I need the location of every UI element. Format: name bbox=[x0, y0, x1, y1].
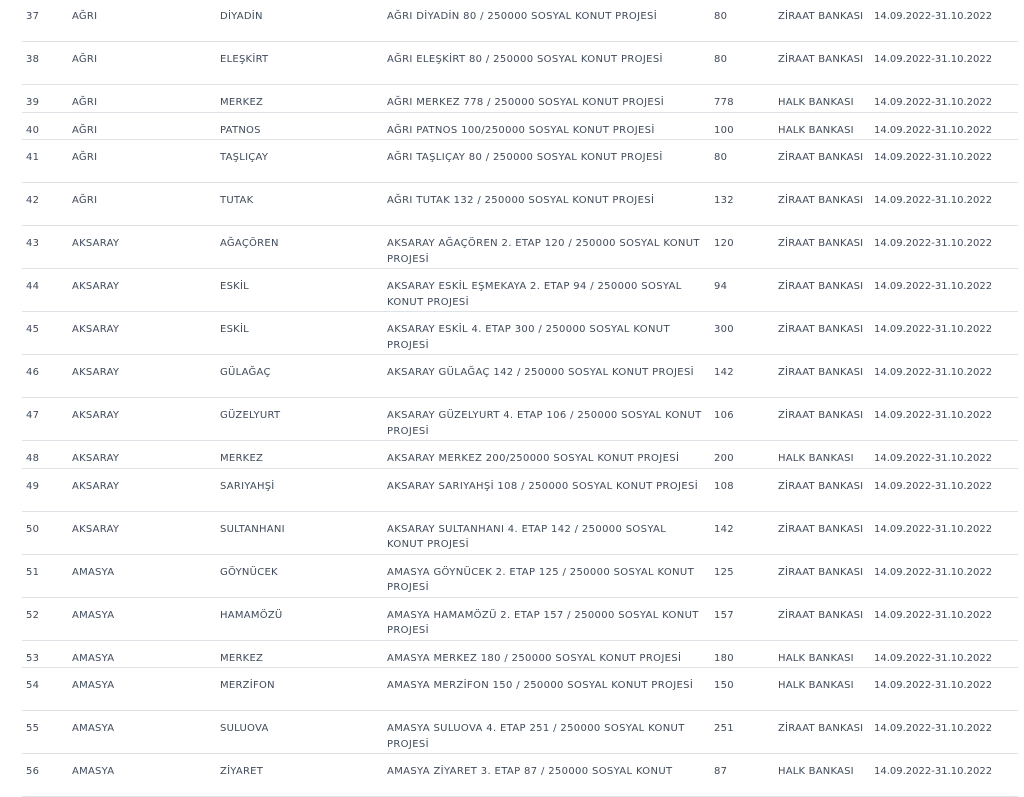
housing-project-table bbox=[22, 0, 1018, 797]
table-row bbox=[22, 269, 1018, 312]
district-cell: ELEŞKİRT bbox=[216, 42, 383, 85]
row-number: 52 bbox=[22, 597, 68, 640]
district-cell: HAMAMÖZÜ bbox=[216, 597, 383, 640]
row-number: 40 bbox=[22, 112, 68, 140]
housing-count-cell: 125 bbox=[710, 554, 774, 597]
bank-cell: HALK BANKASI bbox=[774, 640, 870, 668]
housing-count-cell: 200 bbox=[710, 441, 774, 469]
application-dates-cell: 14.09.2022-31.10.2022 bbox=[870, 468, 1018, 511]
table-row bbox=[22, 668, 1018, 711]
row-number: 53 bbox=[22, 640, 68, 668]
table-row bbox=[22, 140, 1018, 183]
district-cell: AĞAÇÖREN bbox=[216, 226, 383, 269]
province-cell: AĞRI bbox=[68, 85, 216, 113]
project-name-cell: AMASYA GÖYNÜCEK 2. ETAP 125 / 250000 SOSYAL KONUT PROJESİ bbox=[383, 554, 710, 597]
province-cell: AĞRI bbox=[68, 112, 216, 140]
row-number: 48 bbox=[22, 441, 68, 469]
row-number: 54 bbox=[22, 668, 68, 711]
province-cell: AMASYA bbox=[68, 554, 216, 597]
bank-cell: HALK BANKASI bbox=[774, 441, 870, 469]
bank-cell: ZİRAAT BANKASI bbox=[774, 511, 870, 554]
application-dates-cell: 14.09.2022-31.10.2022 bbox=[870, 85, 1018, 113]
application-dates-cell: 14.09.2022-31.10.2022 bbox=[870, 640, 1018, 668]
application-dates-cell: 14.09.2022-31.10.2022 bbox=[870, 183, 1018, 226]
housing-count-cell: 87 bbox=[710, 754, 774, 797]
province-cell: AMASYA bbox=[68, 640, 216, 668]
table-row bbox=[22, 754, 1018, 797]
district-cell: SARIYAHŞİ bbox=[216, 468, 383, 511]
bank-cell: ZİRAAT BANKASI bbox=[774, 711, 870, 754]
project-name-cell: AKSARAY SULTANHANI 4. ETAP 142 / 250000 SOSYAL KONUT PROJESİ bbox=[383, 511, 710, 554]
application-dates-cell: 14.09.2022-31.10.2022 bbox=[870, 312, 1018, 355]
project-name-cell: AKSARAY GÜZELYURT 4. ETAP 106 / 250000 SOSYAL KONUT PROJESİ bbox=[383, 398, 710, 441]
bank-cell: ZİRAAT BANKASI bbox=[774, 183, 870, 226]
bank-cell: ZİRAAT BANKASI bbox=[774, 312, 870, 355]
project-name-cell: AĞRI MERKEZ 778 / 250000 SOSYAL KONUT PROJESİ bbox=[383, 85, 710, 113]
table-row bbox=[22, 398, 1018, 441]
district-cell: TAŞLIÇAY bbox=[216, 140, 383, 183]
province-cell: AĞRI bbox=[68, 140, 216, 183]
bank-cell: ZİRAAT BANKASI bbox=[774, 140, 870, 183]
application-dates-cell: 14.09.2022-31.10.2022 bbox=[870, 226, 1018, 269]
province-cell: AMASYA bbox=[68, 668, 216, 711]
row-number: 46 bbox=[22, 355, 68, 398]
application-dates-cell: 14.09.2022-31.10.2022 bbox=[870, 269, 1018, 312]
project-name-cell: AĞRI TAŞLIÇAY 80 / 250000 SOSYAL KONUT PROJESİ bbox=[383, 140, 710, 183]
housing-count-cell: 180 bbox=[710, 640, 774, 668]
district-cell: GÖYNÜCEK bbox=[216, 554, 383, 597]
application-dates-cell: 14.09.2022-31.10.2022 bbox=[870, 0, 1018, 42]
application-dates-cell: 14.09.2022-31.10.2022 bbox=[870, 355, 1018, 398]
project-name-cell: AKSARAY ESKİL EŞMEKAYA 2. ETAP 94 / 250000 SOSYAL KONUT PROJESİ bbox=[383, 269, 710, 312]
housing-count-cell: 132 bbox=[710, 183, 774, 226]
project-name-cell: AĞRI ELEŞKİRT 80 / 250000 SOSYAL KONUT PROJESİ bbox=[383, 42, 710, 85]
bank-cell: ZİRAAT BANKASI bbox=[774, 269, 870, 312]
application-dates-cell: 14.09.2022-31.10.2022 bbox=[870, 112, 1018, 140]
application-dates-cell: 14.09.2022-31.10.2022 bbox=[870, 398, 1018, 441]
bank-cell: ZİRAAT BANKASI bbox=[774, 554, 870, 597]
row-number: 50 bbox=[22, 511, 68, 554]
district-cell: MERZİFON bbox=[216, 668, 383, 711]
table-row bbox=[22, 42, 1018, 85]
project-name-cell: AKSARAY MERKEZ 200/250000 SOSYAL KONUT PROJESİ bbox=[383, 441, 710, 469]
housing-count-cell: 150 bbox=[710, 668, 774, 711]
district-cell: ZİYARET bbox=[216, 754, 383, 797]
housing-project-table-container bbox=[22, 0, 1018, 797]
project-name-cell: AĞRI TUTAK 132 / 250000 SOSYAL KONUT PROJESİ bbox=[383, 183, 710, 226]
housing-count-cell: 142 bbox=[710, 355, 774, 398]
application-dates-cell: 14.09.2022-31.10.2022 bbox=[870, 754, 1018, 797]
district-cell: MERKEZ bbox=[216, 85, 383, 113]
row-number: 51 bbox=[22, 554, 68, 597]
project-name-cell: AĞRI DİYADİN 80 / 250000 SOSYAL KONUT PROJESİ bbox=[383, 0, 710, 42]
housing-count-cell: 157 bbox=[710, 597, 774, 640]
table-row bbox=[22, 468, 1018, 511]
application-dates-cell: 14.09.2022-31.10.2022 bbox=[870, 554, 1018, 597]
application-dates-cell: 14.09.2022-31.10.2022 bbox=[870, 597, 1018, 640]
project-name-cell: AKSARAY SARIYAHŞİ 108 / 250000 SOSYAL KONUT PROJESİ bbox=[383, 468, 710, 511]
province-cell: AKSARAY bbox=[68, 355, 216, 398]
project-name-cell: AMASYA MERZİFON 150 / 250000 SOSYAL KONUT PROJESİ bbox=[383, 668, 710, 711]
row-number: 55 bbox=[22, 711, 68, 754]
application-dates-cell: 14.09.2022-31.10.2022 bbox=[870, 668, 1018, 711]
row-number: 56 bbox=[22, 754, 68, 797]
row-number: 41 bbox=[22, 140, 68, 183]
application-dates-cell: 14.09.2022-31.10.2022 bbox=[870, 140, 1018, 183]
bank-cell: ZİRAAT BANKASI bbox=[774, 398, 870, 441]
bank-cell: ZİRAAT BANKASI bbox=[774, 468, 870, 511]
row-number: 39 bbox=[22, 85, 68, 113]
table-row bbox=[22, 441, 1018, 469]
housing-count-cell: 80 bbox=[710, 140, 774, 183]
province-cell: AĞRI bbox=[68, 42, 216, 85]
housing-count-cell: 300 bbox=[710, 312, 774, 355]
bank-cell: ZİRAAT BANKASI bbox=[774, 355, 870, 398]
bank-cell: HALK BANKASI bbox=[774, 754, 870, 797]
table-row bbox=[22, 355, 1018, 398]
application-dates-cell: 14.09.2022-31.10.2022 bbox=[870, 42, 1018, 85]
row-number: 43 bbox=[22, 226, 68, 269]
housing-count-cell: 108 bbox=[710, 468, 774, 511]
table-row bbox=[22, 312, 1018, 355]
row-number: 37 bbox=[22, 0, 68, 42]
district-cell: DİYADİN bbox=[216, 0, 383, 42]
table-row bbox=[22, 112, 1018, 140]
project-name-cell: AMASYA HAMAMÖZÜ 2. ETAP 157 / 250000 SOSYAL KONUT PROJESİ bbox=[383, 597, 710, 640]
district-cell: MERKEZ bbox=[216, 640, 383, 668]
district-cell: GÜZELYURT bbox=[216, 398, 383, 441]
district-cell: SULTANHANI bbox=[216, 511, 383, 554]
district-cell: PATNOS bbox=[216, 112, 383, 140]
table-row bbox=[22, 85, 1018, 113]
district-cell: ESKİL bbox=[216, 312, 383, 355]
project-name-cell: AKSARAY AĞAÇÖREN 2. ETAP 120 / 250000 SOSYAL KONUT PROJESİ bbox=[383, 226, 710, 269]
project-name-cell: AĞRI PATNOS 100/250000 SOSYAL KONUT PROJESİ bbox=[383, 112, 710, 140]
table-row bbox=[22, 554, 1018, 597]
province-cell: AKSARAY bbox=[68, 312, 216, 355]
district-cell: SULUOVA bbox=[216, 711, 383, 754]
row-number: 47 bbox=[22, 398, 68, 441]
table-row bbox=[22, 711, 1018, 754]
bank-cell: HALK BANKASI bbox=[774, 85, 870, 113]
row-number: 38 bbox=[22, 42, 68, 85]
province-cell: AKSARAY bbox=[68, 511, 216, 554]
application-dates-cell: 14.09.2022-31.10.2022 bbox=[870, 511, 1018, 554]
table-row bbox=[22, 597, 1018, 640]
row-number: 44 bbox=[22, 269, 68, 312]
province-cell: AMASYA bbox=[68, 754, 216, 797]
housing-count-cell: 778 bbox=[710, 85, 774, 113]
project-name-cell: AMASYA SULUOVA 4. ETAP 251 / 250000 SOSYAL KONUT PROJESİ bbox=[383, 711, 710, 754]
district-cell: GÜLAĞAÇ bbox=[216, 355, 383, 398]
project-name-cell: AMASYA MERKEZ 180 / 250000 SOSYAL KONUT PROJESİ bbox=[383, 640, 710, 668]
row-number: 45 bbox=[22, 312, 68, 355]
table-row bbox=[22, 511, 1018, 554]
district-cell: ESKİL bbox=[216, 269, 383, 312]
application-dates-cell: 14.09.2022-31.10.2022 bbox=[870, 441, 1018, 469]
province-cell: AĞRI bbox=[68, 0, 216, 42]
province-cell: AKSARAY bbox=[68, 441, 216, 469]
application-dates-cell: 14.09.2022-31.10.2022 bbox=[870, 711, 1018, 754]
district-cell: TUTAK bbox=[216, 183, 383, 226]
project-name-cell: AKSARAY ESKİL 4. ETAP 300 / 250000 SOSYAL KONUT PROJESİ bbox=[383, 312, 710, 355]
housing-count-cell: 100 bbox=[710, 112, 774, 140]
province-cell: AKSARAY bbox=[68, 468, 216, 511]
table-row bbox=[22, 183, 1018, 226]
province-cell: AMASYA bbox=[68, 711, 216, 754]
bank-cell: ZİRAAT BANKASI bbox=[774, 0, 870, 42]
row-number: 42 bbox=[22, 183, 68, 226]
housing-count-cell: 120 bbox=[710, 226, 774, 269]
row-number: 49 bbox=[22, 468, 68, 511]
district-cell: MERKEZ bbox=[216, 441, 383, 469]
table-body bbox=[22, 0, 1018, 797]
table-row bbox=[22, 640, 1018, 668]
bank-cell: HALK BANKASI bbox=[774, 668, 870, 711]
bank-cell: ZİRAAT BANKASI bbox=[774, 42, 870, 85]
housing-count-cell: 106 bbox=[710, 398, 774, 441]
province-cell: AĞRI bbox=[68, 183, 216, 226]
table-row bbox=[22, 0, 1018, 42]
bank-cell: ZİRAAT BANKASI bbox=[774, 597, 870, 640]
province-cell: AKSARAY bbox=[68, 226, 216, 269]
table-row bbox=[22, 226, 1018, 269]
province-cell: AMASYA bbox=[68, 597, 216, 640]
project-name-cell: AMASYA ZİYARET 3. ETAP 87 / 250000 SOSYAL KONUT bbox=[383, 754, 710, 797]
housing-count-cell: 251 bbox=[710, 711, 774, 754]
housing-count-cell: 80 bbox=[710, 0, 774, 42]
bank-cell: ZİRAAT BANKASI bbox=[774, 226, 870, 269]
project-name-cell: AKSARAY GÜLAĞAÇ 142 / 250000 SOSYAL KONUT PROJESİ bbox=[383, 355, 710, 398]
province-cell: AKSARAY bbox=[68, 269, 216, 312]
bank-cell: HALK BANKASI bbox=[774, 112, 870, 140]
housing-count-cell: 142 bbox=[710, 511, 774, 554]
housing-count-cell: 80 bbox=[710, 42, 774, 85]
housing-count-cell: 94 bbox=[710, 269, 774, 312]
province-cell: AKSARAY bbox=[68, 398, 216, 441]
